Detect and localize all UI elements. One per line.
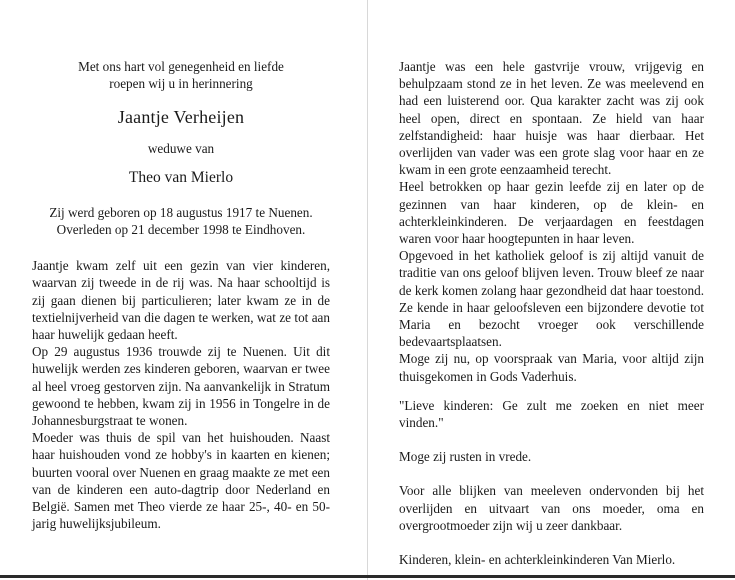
biography-paragraph: Opgevoed in het katholiek geloof is zij altijd vanuit de traditie van ons geloof blijven leven. Trouw bleef ze naar de kerk komen zolang haar gezondheid dat haar toestond. Ze kende in haar geloofsleven een bijzondere devotie tot Maria en bezocht vroeger ook verschillende bedevaartsplaatsen. (399, 248, 704, 350)
fold-divider (367, 0, 368, 580)
life-dates (32, 204, 330, 238)
intro-line-1: Met ons hart vol genegenheid en liefde (78, 59, 284, 74)
intro-text (32, 58, 330, 92)
signature: Kinderen, klein- en achterkleinkinderen Van Mierlo. (399, 552, 676, 568)
biography-paragraph: Jaantje kwam zelf uit een gezin van vier kinderen, waarvan zij tweede in de rij was. Na haar schooltijd is zij gaan dienen bij particulieren; later kwam ze in de textielnijverheid van die dagen te werken, wat ze tot aan haar huwelijk gedaan heeft. (32, 258, 330, 343)
biography-paragraph: Op 29 augustus 1936 trouwde zij te Nuenen. Uit dit huwelijk werden zes kinderen geboren, waarvan er twee al heel vroeg gestorven zijn. Na aanvankelijk in Stratum gewoond te hebben, kwam zij in 1956 in Tongelre in de Johannesburgstraat te wonen. (32, 344, 330, 429)
intro-line-2: roepen wij u in herinnering (109, 76, 253, 91)
quote: "Lieve kinderen: Ge zult me zoeken en niet meer vinden." (399, 397, 704, 431)
right-column (399, 58, 704, 568)
left-column (32, 58, 330, 532)
thanks-paragraph: Voor alle blijken van meeleven ondervonden bij het overlijden en uitvaart van ons moeder, oma en overgrootmoeder zijn wij u zeer dankbaar. (399, 483, 704, 533)
deceased-name: Jaantje Verheijen (117, 107, 245, 127)
biography-paragraph: Jaantje was een hele gastvrije vrouw, vrijgevig en behulpzaam stond ze in het leven. Ze was meelevend en had een luisterend oor. Qua karakter zacht was zij ook heel open, direct en spontaan. Ze hield van haar zelfstandigheid: haar huisje was haar dierbaar. Het overlijden van vader was een grote slag voor haar en ze kwam in een grote eenzaamheid terecht. (399, 59, 704, 178)
birth-line: Zij werd geboren op 18 augustus 1917 te Nuenen. (49, 205, 313, 221)
husband-name: Theo van Mierlo (128, 169, 234, 187)
biography-paragraph: Heel betrokken op haar gezin leefde zij en later op de gezinnen van haar kinderen, op de klein- en achterkleinkinderen. De verjaardagen en feestdagen waren voor haar hoogtepunten in haar leven. (399, 179, 704, 247)
biography-paragraph: Moge zij nu, op voorspraak van Maria, voor altijd zijn thuisgekomen in Gods Vaderhuis. (399, 351, 704, 384)
bottom-border (0, 575, 735, 578)
death-line: Overleden op 21 december 1998 te Eindhoven. (56, 222, 306, 238)
widow-label: weduwe van (147, 141, 215, 156)
rest-in-peace: Moge zij rusten in vrede. (399, 449, 532, 465)
biography-paragraph: Moeder was thuis de spil van het huishouden. Naast haar huishouden vond ze hobby's in kaarten en kienen; buurten vooral over Nuenen en graag maakte ze met een van de kinderen een auto-dagtrip door Nederland en België. Samen met Theo vierde ze haar 25-, 40- en 50-jarig huwelijksjubileum. (32, 430, 330, 532)
